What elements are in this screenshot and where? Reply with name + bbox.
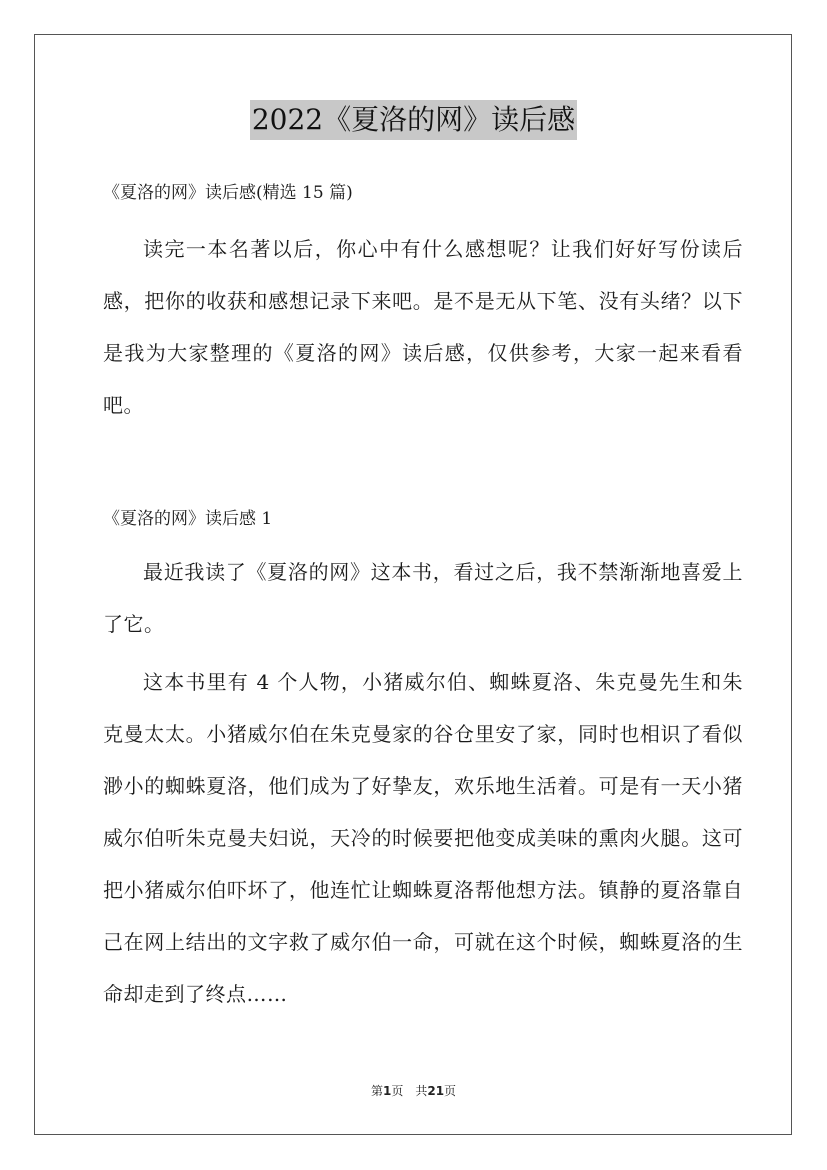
document-subtitle: 《夏洛的网》读后感(精选 15 篇) [103,183,353,203]
footer-page-suffix: 页 [391,1084,404,1098]
footer-total-pages: 21 [427,1084,445,1098]
footer-page-prefix: 第 [370,1084,383,1098]
page-footer [0,1083,827,1099]
footer-total-suffix: 页 [444,1084,457,1098]
intro-paragraph: 读完一本名著以后，你心中有什么感想呢？让我们好好写份读后感，把你的收获和感想记录下来吧。是不是无从下笔、没有头绪？以下是我为大家整理的《夏洛的网》读后感，仅供参考，大家一起来看看吧。 [103,237,743,417]
footer-page-number: 1 [382,1084,392,1098]
section-1-heading: 《夏洛的网》读后感 1 [103,509,273,529]
title-container [0,100,827,140]
document-title: 2022《夏洛的网》读后感 [250,100,577,140]
footer-total-prefix: 共 [415,1084,428,1098]
section-1-paragraph-1: 最近我读了《夏洛的网》这本书，看过之后，我不禁渐渐地喜爱上了它。 [103,560,743,636]
section-1-paragraph-2: 这本书里有 4 个人物，小猪威尔伯、蜘蛛夏洛、朱克曼先生和朱克曼太太。小猪威尔伯在朱克曼家的谷仓里安了家，同时也相识了看似渺小的蜘蛛夏洛，他们成为了好挚友，欢乐地生活着。可是有一天小猪威尔伯听朱克曼夫妇说，天冷的时候要把他变成美味的熏肉火腿。这可把小猪威尔伯吓坏了，他连忙让蜘蛛夏洛帮他想方法。镇静的夏洛靠自己在网上结出的文字救了威尔伯一命，可就在这个时候，蜘蛛夏洛的生命却走到了终点…… [103,670,743,1006]
